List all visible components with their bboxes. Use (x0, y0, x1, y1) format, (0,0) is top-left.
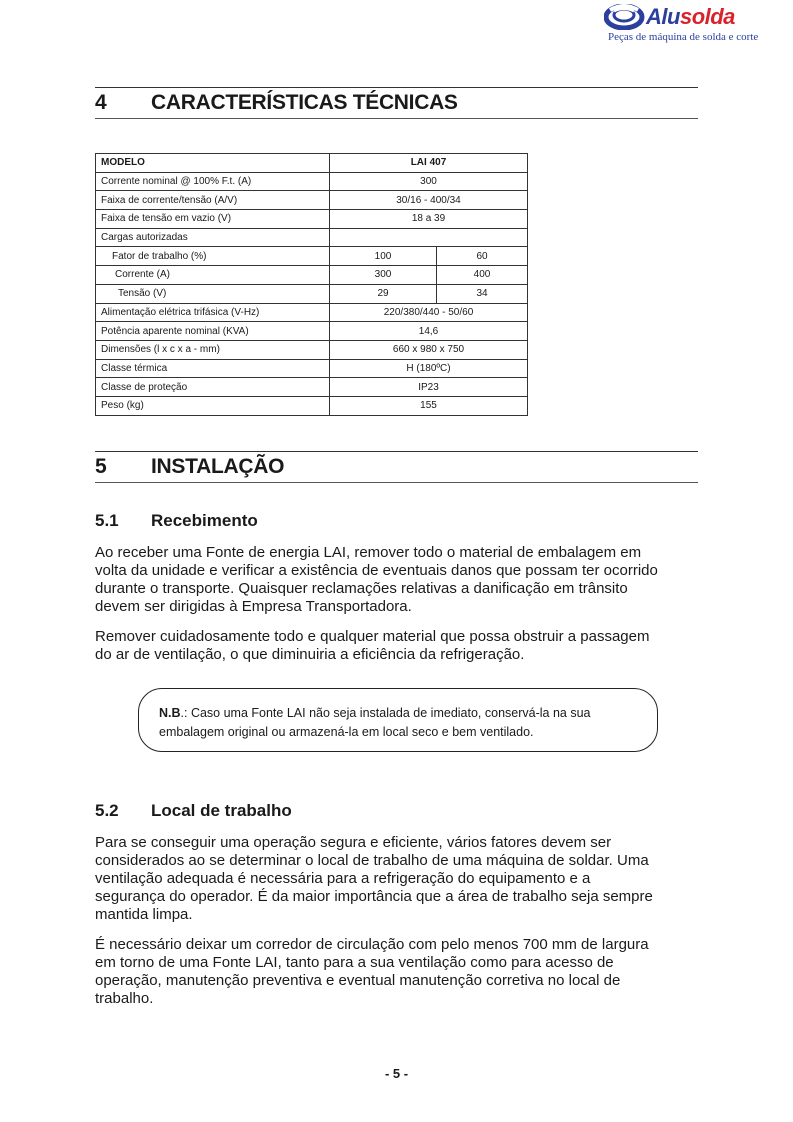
text-line: durante o transporte. Quaisquer reclamações relativas a danificação em trânsito (95, 580, 628, 597)
paragraph-receiving-1 (95, 544, 705, 616)
table-row (96, 396, 528, 415)
table-cell-value: 300 (330, 266, 437, 285)
table-row (96, 228, 528, 247)
alusolda-logo (602, 2, 792, 46)
text-line: em torno de uma Fonte LAI, tanto para a sua ventilação como para acesso de (95, 954, 614, 971)
table-cell-value: 300 (330, 172, 528, 191)
subsection-number: 5.1 (95, 511, 119, 530)
section-number: 4 (95, 91, 107, 114)
table-cell-value: 34 (437, 284, 528, 303)
text-line: devem ser dirigidas à Empresa Transportadora. (95, 598, 412, 615)
table-row-load (96, 284, 528, 303)
table-row (96, 172, 528, 191)
text-line: volta da unidade e verificar a existência de eventuais danos que possam ter ocorrido (95, 562, 658, 579)
paragraph-workplace-1 (95, 834, 705, 924)
subsection-5-2-heading (95, 801, 292, 821)
table-row-load (96, 247, 528, 266)
table-row (96, 359, 528, 378)
section-5-heading (95, 451, 698, 483)
note-text (159, 704, 659, 742)
note-line-1: .: Caso uma Fonte LAI não seja instalada de imediato, conservá-la na sua (180, 706, 591, 720)
table-row (96, 378, 528, 397)
text-line: trabalho. (95, 990, 154, 1007)
table-row-load (96, 266, 528, 285)
section-number: 5 (95, 455, 107, 478)
table-cell-value: 29 (330, 284, 437, 303)
text-line: do ar de ventilação, o que diminuiria a eficiência da refrigeração. (95, 646, 525, 663)
text-line: Remover cuidadosamente todo e qualquer material que possa obstruir a passagem (95, 628, 650, 645)
logo-swoosh-icon (604, 4, 646, 30)
table-row (96, 210, 528, 229)
table-cell-label: Tensão (V) (96, 284, 330, 303)
table-cell-label: Fator de trabalho (%) (96, 247, 330, 266)
table-cell-label: Classe térmica (96, 359, 330, 378)
table-cell-label: Potência aparente nominal (KVA) (96, 322, 330, 341)
section-4-heading (95, 87, 698, 119)
table-cell-value: 18 a 39 (330, 210, 528, 229)
table-row (96, 303, 528, 322)
text-line: segurança do operador. É da maior importância que a área de trabalho seja sempre (95, 888, 653, 905)
table-row (96, 322, 528, 341)
table-cell-label: Corrente (A) (96, 266, 330, 285)
table-cell-label: Faixa de corrente/tensão (A/V) (96, 191, 330, 210)
table-cell-value: 155 (330, 396, 528, 415)
table-cell-model: LAI 407 (330, 154, 528, 173)
table-cell-value: 660 x 980 x 750 (330, 340, 528, 359)
table-header-row (96, 154, 528, 173)
note-box (138, 688, 658, 752)
table-cell-value: 30/16 - 400/34 (330, 191, 528, 210)
table-cell-label: MODELO (96, 154, 330, 173)
table-cell-label: Peso (kg) (96, 396, 330, 415)
subsection-5-1-heading (95, 511, 258, 531)
logo-alu: Alu (646, 4, 680, 29)
table-cell-label: Faixa de tensão em vazio (V) (96, 210, 330, 229)
table-cell-value: 14,6 (330, 322, 528, 341)
table-cell-value: 220/380/440 - 50/60 (330, 303, 528, 322)
table-cell-value: 60 (437, 247, 528, 266)
text-line: Para se conseguir uma operação segura e eficiente, vários fatores devem ser (95, 834, 612, 851)
note-label: N.B (159, 706, 181, 720)
table-cell-value: IP23 (330, 378, 528, 397)
text-line: Ao receber uma Fonte de energia LAI, remover todo o material de embalagem em (95, 544, 642, 561)
table-cell-label: Classe de proteção (96, 378, 330, 397)
text-line: considerados ao se determinar o local de trabalho de uma máquina de soldar. Uma (95, 852, 649, 869)
table-cell-label: Corrente nominal @ 100% F.t. (A) (96, 172, 330, 191)
table-cell-value (330, 228, 528, 247)
note-line-2: embalagem original ou armazená-la em local seco e bem ventilado. (159, 725, 534, 739)
page-number: - 5 - (384, 1066, 409, 1081)
table-cell-value: 400 (437, 266, 528, 285)
text-line: mantida limpa. (95, 906, 193, 923)
text-line: ventilação adequada é necessária para a refrigeração do equipamento e a (95, 870, 591, 887)
specifications-table (95, 153, 528, 416)
logo-solda: solda (679, 4, 735, 29)
paragraph-receiving-2 (95, 628, 705, 664)
logo-tagline: Peças de máquina de solda e corte (608, 31, 759, 43)
note-line (159, 704, 659, 723)
table-cell-label: Dimensões (l x c x a - mm) (96, 340, 330, 359)
table-row (96, 191, 528, 210)
table-row (96, 340, 528, 359)
section-title: INSTALAÇÃO (151, 455, 285, 478)
subsection-number: 5.2 (95, 801, 119, 820)
text-line: operação, manutenção preventiva e eventual manutenção corretiva no local de (95, 972, 621, 989)
table-cell-value: 100 (330, 247, 437, 266)
subsection-title: Local de trabalho (151, 801, 292, 820)
subsection-title: Recebimento (151, 511, 258, 530)
table-cell-label: Cargas autorizadas (96, 228, 330, 247)
section-title: CARACTERÍSTICAS TÉCNICAS (151, 91, 458, 114)
text-line: É necessário deixar um corredor de circulação com pelo menos 700 mm de largura (95, 936, 649, 953)
logo-wordmark (646, 5, 735, 29)
paragraph-workplace-2 (95, 936, 705, 1008)
table-cell-label: Alimentação elétrica trifásica (V-Hz) (96, 303, 330, 322)
table-cell-value: H (180ºC) (330, 359, 528, 378)
